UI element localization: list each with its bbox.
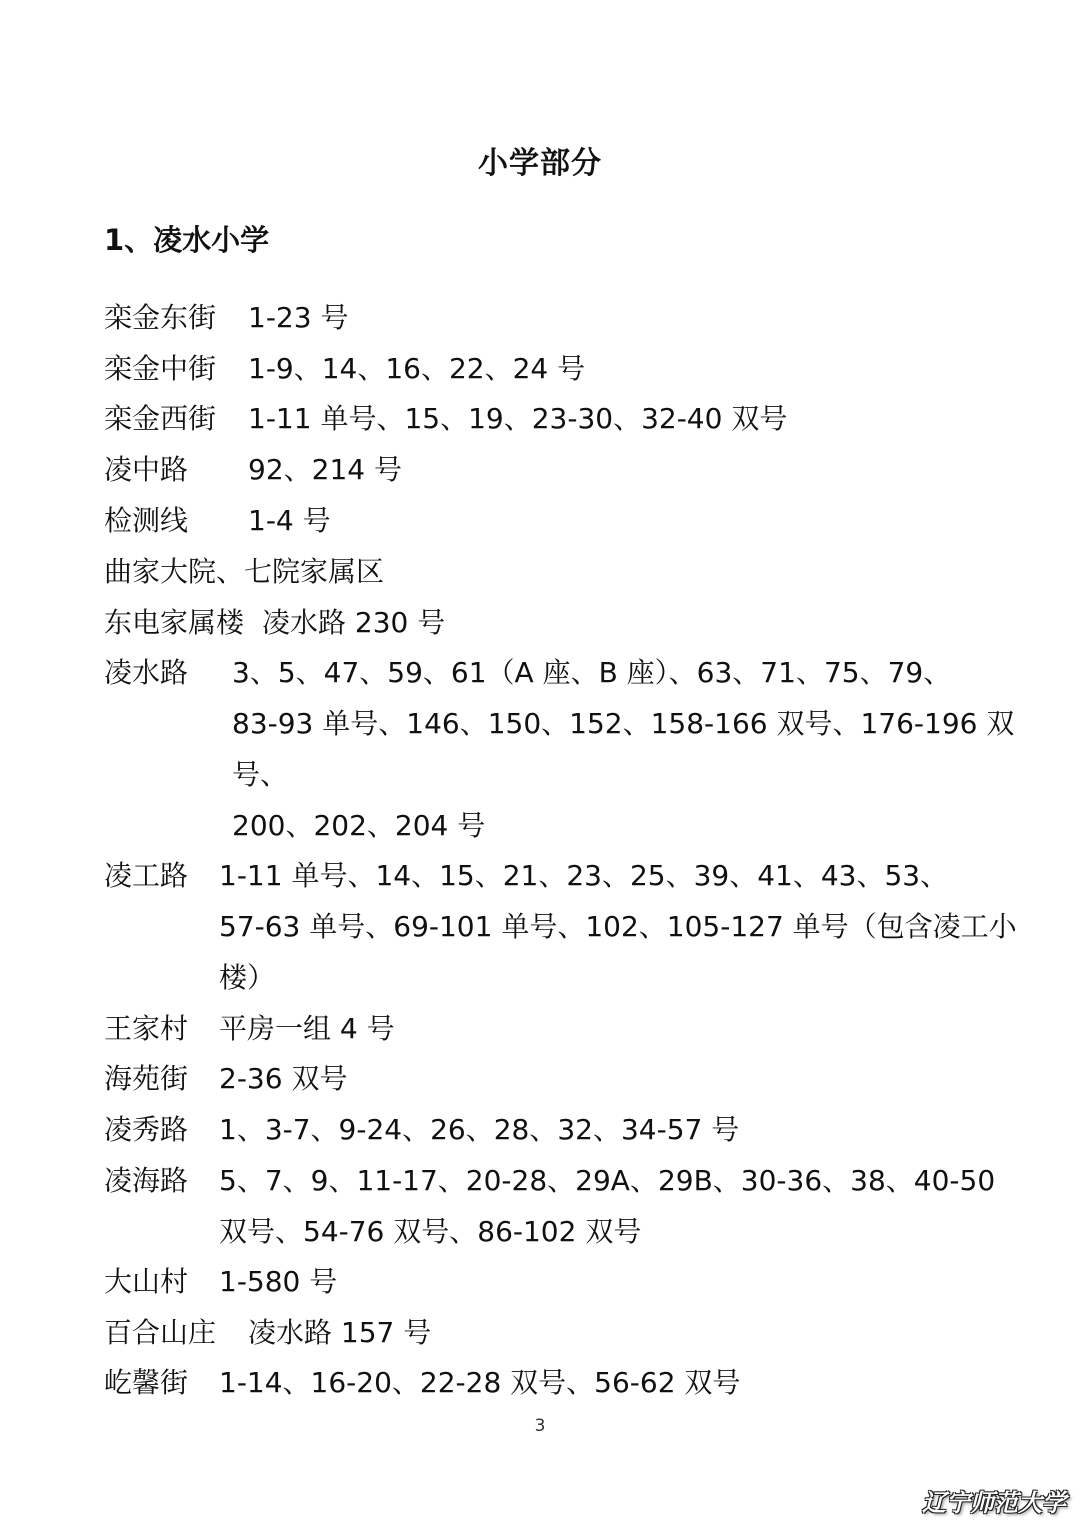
- address-range: 92、214 号: [248, 453, 402, 486]
- street-name: 曲家大院、七院家属区: [104, 555, 385, 588]
- street-name: 栾金西街: [104, 402, 217, 435]
- street-name: 屹馨街: [104, 1366, 189, 1399]
- street-name: 凌秀路: [104, 1113, 189, 1146]
- address-range: 1-23 号: [248, 301, 349, 334]
- school-heading: 1、凌水小学: [104, 223, 270, 257]
- address-range: 1-4 号: [248, 504, 331, 537]
- address-entry: [104, 850, 1017, 1003]
- address-range: 凌水路 157 号: [248, 1316, 432, 1349]
- page-title: 小学部分: [478, 146, 602, 181]
- address-entry: [104, 495, 984, 546]
- address-entry: [104, 343, 984, 394]
- street-name: 检测线: [104, 504, 189, 537]
- street-name: 凌水路: [104, 656, 189, 689]
- address-entry: [104, 647, 1015, 851]
- address-entry: [104, 546, 984, 597]
- address-range: 凌水路 230 号: [262, 606, 446, 639]
- street-name: 东电家属楼: [104, 606, 245, 639]
- address-range: 平房一组 4 号: [219, 1012, 395, 1045]
- address-entry: [104, 1003, 984, 1054]
- street-name: 栾金中街: [104, 352, 217, 385]
- address-entry: [104, 1357, 984, 1408]
- address-range: 1、3-7、9-24、26、28、32、34-57 号: [219, 1113, 740, 1146]
- street-name: 栾金东街: [104, 301, 217, 334]
- address-range: 200、202、204 号: [232, 809, 486, 842]
- address-range: 1-9、14、16、22、24 号: [248, 352, 586, 385]
- address-entry: [104, 1053, 984, 1104]
- address-range: 1-580 号: [219, 1265, 338, 1298]
- address-range: 楼）: [219, 961, 276, 994]
- address-range: 1-11 单号、14、15、21、23、25、39、41、43、53、: [219, 859, 949, 892]
- address-entry: [104, 444, 984, 495]
- address-entry: [104, 1256, 984, 1307]
- watermark-text: 辽宁师范大学: [922, 1489, 1066, 1517]
- address-entry: [104, 1307, 984, 1358]
- street-name: 海苑街: [104, 1062, 189, 1095]
- address-range: 双号、54-76 双号、86-102 双号: [219, 1215, 642, 1248]
- address-entry: [104, 1104, 984, 1155]
- address-range: 1-11 单号、15、19、23-30、32-40 双号: [248, 402, 788, 435]
- street-name: 凌海路: [104, 1164, 189, 1197]
- address-range: 3、5、47、59、61（A 座、B 座）、63、71、75、79、: [232, 656, 952, 689]
- address-range: 83-93 单号、146、150、152、158-166 双号、176-196 双: [232, 707, 1015, 740]
- address-entry: [104, 1155, 996, 1257]
- address-range: 2-36 双号: [219, 1062, 348, 1095]
- address-range: 57-63 单号、69-101 单号、102、105-127 单号（包含凌工小: [219, 910, 1017, 943]
- address-range: 5、7、9、11-17、20-28、29A、29B、30-36、38、40-50: [219, 1164, 996, 1197]
- address-entry: [104, 393, 984, 444]
- street-name: 凌中路: [104, 453, 189, 486]
- street-name: 王家村: [104, 1012, 189, 1045]
- address-entry: [104, 597, 984, 648]
- street-name: 大山村: [104, 1265, 189, 1298]
- address-entry: [104, 292, 984, 343]
- street-name: 百合山庄: [104, 1316, 217, 1349]
- address-range: 号、: [232, 758, 289, 791]
- page-number: 3: [534, 1416, 546, 1436]
- address-range: 1-14、16-20、22-28 双号、56-62 双号: [219, 1366, 741, 1399]
- street-name: 凌工路: [104, 859, 189, 892]
